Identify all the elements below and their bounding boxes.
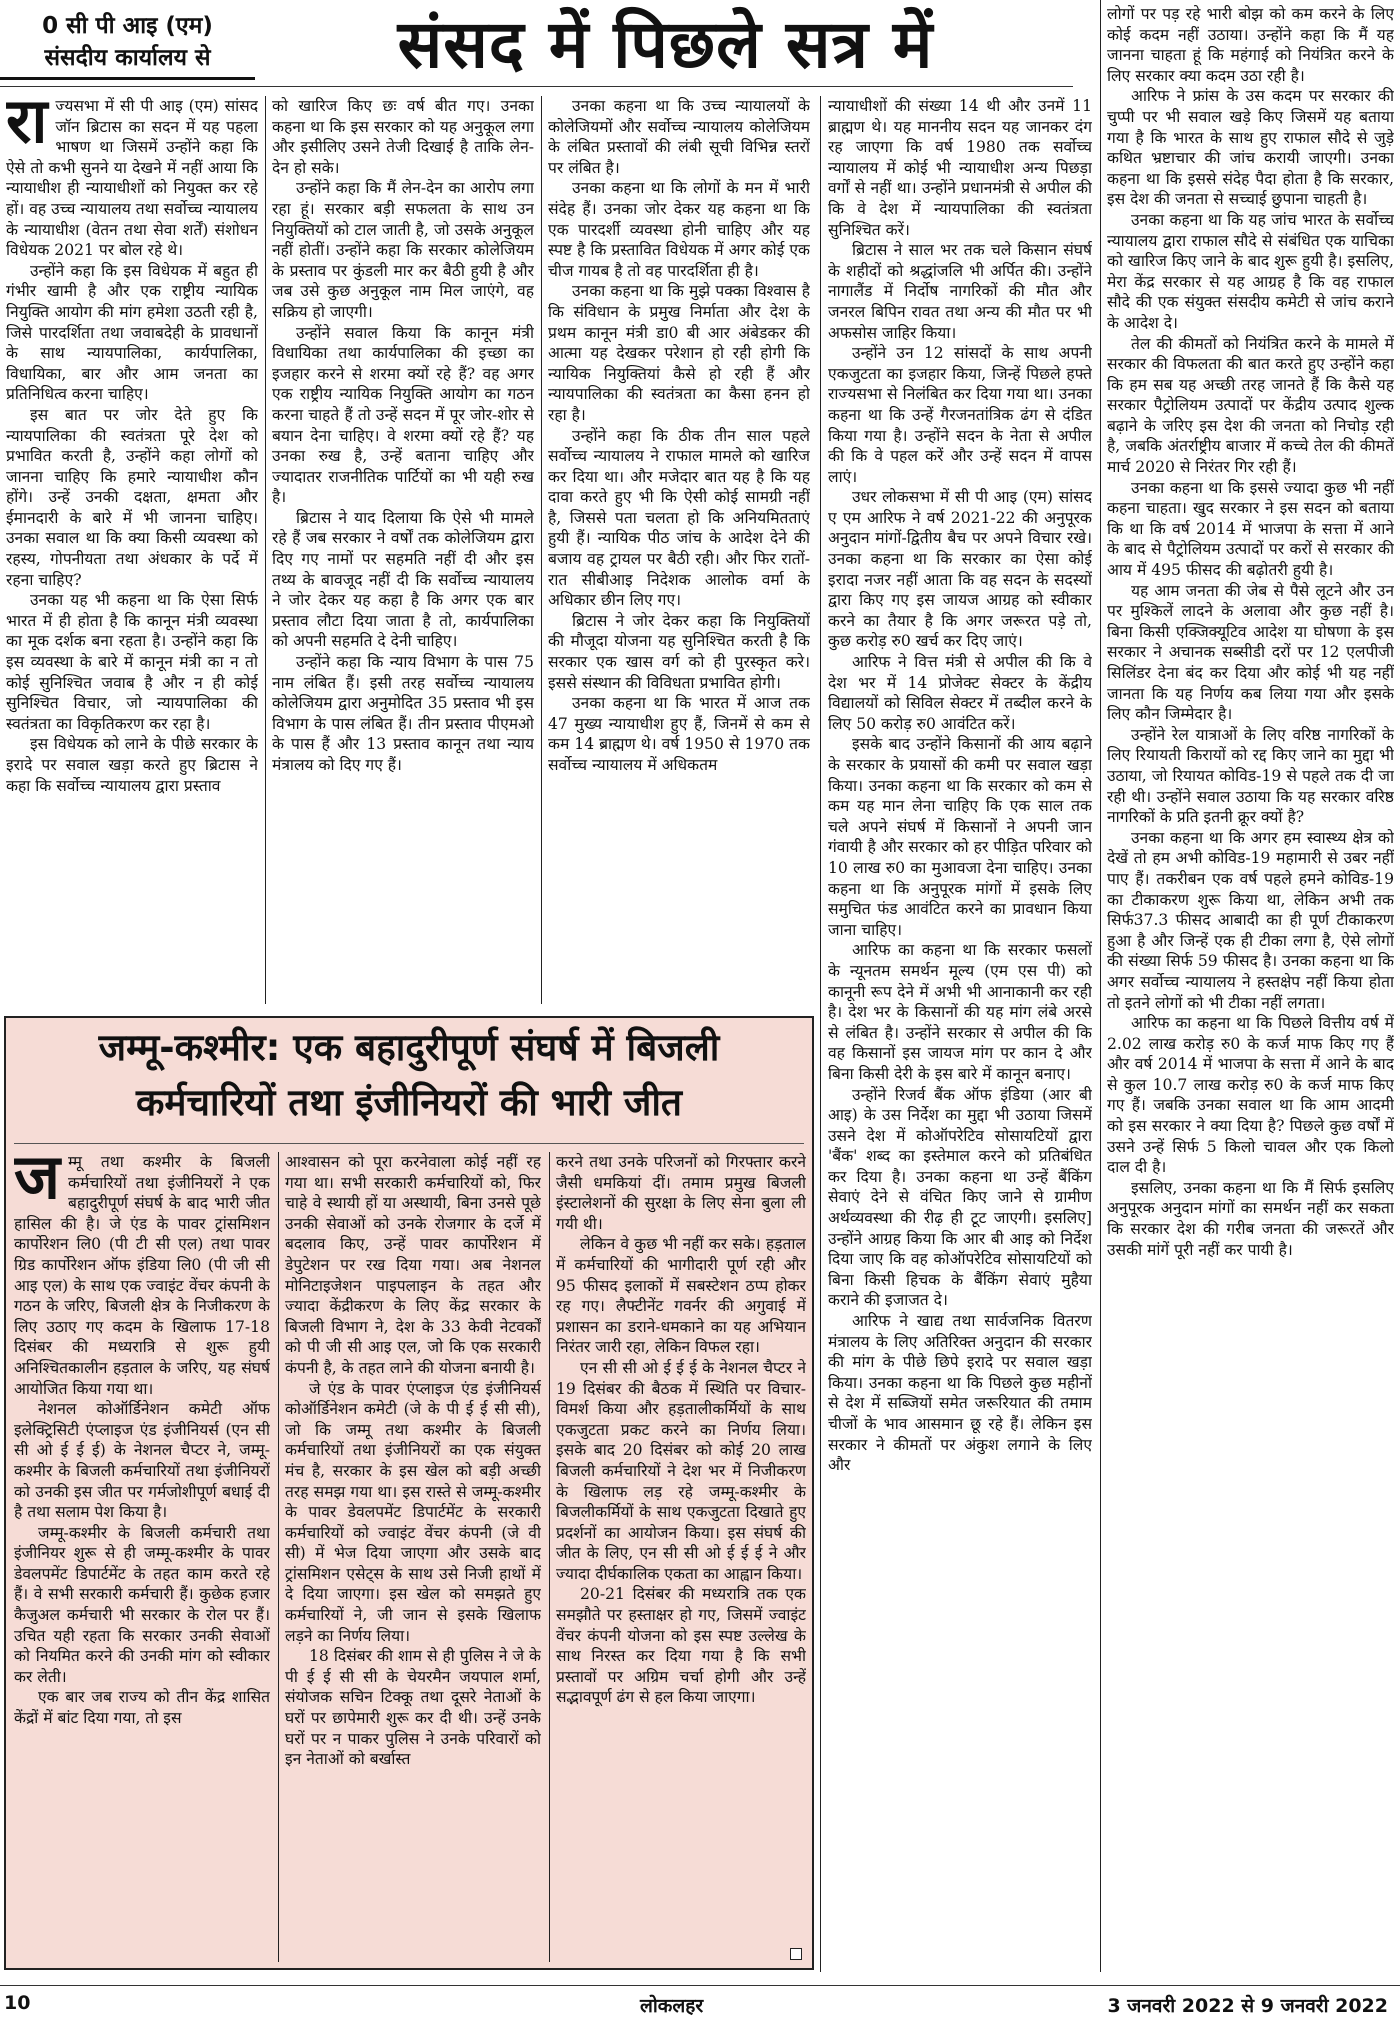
article-paragraph: लोगों पर पड़ रहे भारी बोझ को कम करने के लिए कोई कदम नहीं उठाया। उन्होंने कहा कि मैं यह जानना चाहता हूं कि महंगाई को नियंत्रित करने के लिए सरकार क्या कदम उठा रही है। <box>1107 5 1394 85</box>
dropcap: रा <box>6 96 48 157</box>
article-column-1 <box>6 96 258 1006</box>
article-paragraph: म्मू तथा कश्मीर के बिजली कर्मचारियों तथा इंजीनियरों ने एक बहादुरीपूर्ण संघर्ष के बाद भारी जीत हासिल की है। जे एंड के पावर ट्रांसमिशन कार्पोरेशन लि0 (पी टी सी एल) तथा पावर ग्रिड कार्पोरेशन ऑफ इंडिया लि0 (पी जी सी आइ एल) के साथ एक ज्वाइंट वेंचर कंपनी के गठन के जरिए, बिजली क्षेत्र के निजीकरण के लिए उठाए गए कदम के खिलाफ 17-18 दिसंबर की मध्यरात्रि से शुरू हुयी अनिश्चितकालीन हड़ताल के जरिए, यह संघर्ष आयोजित किया गया था। <box>14 1153 270 1398</box>
article-paragraph: उन्होंने रिजर्व बैंक ऑफ इंडिया (आर बी आइ) के उस निर्देश का मुद्दा भी उठाया जिसमें उसने देश में कोऑपरेटिव सोसायटियों द्वारा 'बैंक' शब्द का इस्तेमाल करने को प्रतिबंधित कर दिया है। उनका कहना था उन्हें बैंकिंग सेवाएं देने से वंचित किए जाने से ग्रामीण अर्थव्यवस्था की रीढ़ ही टूट जाएगी। इसलिए] उन्होंने आग्रह किया कि आर बी आइ को निर्देश दिया जाए कि वह कोऑपरेटिव सोसायटियों को बिना किसी हिचक के बैंकिंग सेवाएं मुहैया कराने की इजाजत दे। <box>828 1085 1092 1310</box>
boxed-story-headline <box>14 1020 804 1130</box>
byline-office: संसदीय कार्यालय से <box>44 45 211 71</box>
page-footer <box>0 1985 1400 2019</box>
boxed-column-3 <box>556 1152 806 1964</box>
article-paragraph: को खारिज किए छः वर्ष बीत गए। उनका कहना था कि इस सरकार को यह अनुकूल लगा और इसीलिए उसने तेजी दिखाई है ताकि लेन-देन हो सके। <box>272 97 534 177</box>
column-divider <box>1100 0 1101 1972</box>
article-paragraph: उनका कहना था कि यह जांच भारत के सर्वोच्च न्यायालय द्वारा राफाल सौदे से संबंधित एक याचिका को खारिज किए जाने के बाद शुरू हुयी है। इसलिए, मेरा केंद्र सरकार से यह आग्रह है कि वह राफाल सौदे की एक संयुक्त संसदीय कमेटी से जांच कराने के आदेश दे। <box>1107 210 1394 332</box>
article-paragraph: इसके बाद उन्होंने किसानों की आय बढ़ाने के सरकार के प्रयासों की कमी पर सवाल खड़ा किया। उनका कहना था कि सरकार को कम से कम यह मान लेना चाहिए कि एक साल तक चले अपने संघर्ष में किसानों ने अपनी जान गंवायी है और सरकार को हर पीड़ित परिवार को 10 लाख रु0 का मुआवजा देना चाहिए। उनका कहना था कि अनुपूरक मांगों में इसके लिए समुचित फंड आवंटित करने का प्रावधान किया जाना चाहिए। <box>828 735 1092 939</box>
column-divider <box>541 96 542 1004</box>
article-paragraph: आरिफ का कहना था कि सरकार फसलों के न्यूनतम समर्थन मूल्य (एम एस पी) को कानूनी रूप देने में अभी भी आनाकानी कर रही है। देश भर के किसानों की यह मांग लंबे अरसे से लंबित है। उन्होंने सरकार से अपील की कि वह किसानों इस जायज मांग पर कान दे और बिना किसी देरी के इस बारे में कानून बनाए। <box>828 941 1092 1083</box>
article-paragraph: आरिफ ने खाद्य तथा सार्वजनिक वितरण मंत्रालय के लिए अतिरिक्त अनुदान की सरकार की मांग के पीछे छिपे इरादे पर सवाल खड़ा किया। उनका कहना था कि पिछले कुछ महीनों से देश में सब्जियों समेत जरूरियात की तमाम चीजों के भाव आसमान छू रहे हैं। लेकिन इस सरकार ने कीमतों पर अंकुश लगाने के लिए और <box>828 1312 1092 1475</box>
article-paragraph: उनका कहना था कि उच्च न्यायालयों के कोलेजियमों और सर्वोच्च न्यायालय कोलेजियम के लंबित प्रस्तावों की लंबी सूची विभिन्न स्तरों पर लंबित है। <box>548 97 810 177</box>
article-paragraph: ब्रिटास ने याद दिलाया कि ऐसे भी मामले रहे हैं जब सरकार ने वर्षों तक कोलेजियम द्वारा दिए गए नामों पर सहमति नहीं दी और इस तथ्य के बावजूद नहीं दी कि सर्वोच्च न्यायालय ने जोर देकर यह कहा है कि अगर एक बार प्रस्ताव लौटा दिया जाता है तो, कार्यपालिका को अपनी सहमति दे देनी चाहिए। <box>272 508 534 651</box>
article-paragraph: ज्यसभा में सी पी आइ (एम) सांसद जॉन ब्रिटास का सदन में यह पहला भाषण था जिसमें उन्होंने कहा कि ऐसे तो कभी सुनने या देखने में नहीं आया कि न्यायाधीश ही न्यायाधीशों को नियुक्त कर रहे हों। वह उच्च न्यायालय तथा सर्वोच्च न्यायालय के न्यायाधीश (वेतन तथा सेवा शर्तें) संशोधन विधेयक 2021 पर बोल रहे थे। <box>6 97 258 260</box>
article-paragraph: उनका कहना था कि इससे ज्यादा कुछ भी नहीं कहना चाहता। खुद सरकार ने इस सदन को बताया कि था कि वर्ष 2014 में भाजपा के सत्ता में आने के बाद से पैट्रोलियम उत्पादों पर करों से सरकार की आय में 495 फीसद की बढ़ोतरी हुयी है। <box>1107 478 1394 580</box>
column-divider <box>549 1152 550 1962</box>
article-paragraph: आरिफ ने वित्त मंत्री से अपील की कि वे देश भर में 14 प्रोजेक्ट सेक्टर के केंद्रीय विद्यालयों को सिविल सेक्टर में तब्दील करने के लिए 50 करोड़ रु0 आवंटित करें। <box>828 653 1092 733</box>
article-paragraph: उनका कहना था कि भारत में आज तक 47 मुख्य न्यायाधीश हुए हैं, जिनमें से कम से कम 14 ब्राह्मण थे। वर्ष 1950 से 1970 तक सर्वोच्च न्यायालय में अधिकतम <box>548 694 810 774</box>
article-paragraph: आरिफ ने फ्रांस के उस कदम पर सरकार की चुप्पी पर भी सवाल खड़े किए जिसमें यह बताया गया है कि भारत के साथ हुए राफाल सौदे से जुड़े कथित भ्रष्टाचार की जांच करायी जाएगी। उनका कहना था कि इससे संदेह पैदा होता है कि सरकार, इस देश की जनता से सच्चाई छुपाना चाहती है। <box>1107 87 1394 209</box>
article-paragraph: लेकिन वे कुछ भी नहीं कर सके। हड़ताल में कर्मचारियों की भागीदारी पूर्ण रही और 95 फीसद इलाकों में सबस्टेशन ठप्प होकर रह गए। लैफ्टीनेंट गवर्नर की अगुवाई में प्रशासन का डराने-धमकाने का यह अभियान निरंतर जारी रहा, लेकिन विफल रहा। <box>556 1235 806 1357</box>
article-paragraph: उन्होंने कहा कि इस विधेयक में बहुत ही गंभीर खामी है और एक राष्ट्रीय न्यायिक नियुक्ति आयोग की मांग हमेशा उठती रही है, जिसे पारदर्शिता तथा जवाबदेही के प्रावधानों के साथ न्यायपालिका, कार्यपालिका, विधायिका, बार और आम जनता का प्रतिनिधित्व करना चाहिए। <box>6 261 258 404</box>
article-paragraph: उन्होंने कहा कि मैं लेन-देन का आरोप लगा रहा हूं। सरकार बड़ी सफलता के साथ उन नियुक्तियों को टाल जाती है, जो उसके अनुकूल नहीं होतीं। उन्होंने कहा कि सरकार कोलेजियम के प्रस्ताव पर कुंडली मार कर बैठी हुयी है और जब उसे कुछ अनुकूल नाम मिल जाएंगे, वह सक्रिय हो जाएगी। <box>272 179 534 321</box>
article-paragraph: उनका कहना था कि अगर हम स्वास्थ्य क्षेत्र को देखें तो हम अभी कोविड-19 महामारी से उबर नहीं पाए हैं। तकरीबन एक वर्ष पहले हमने कोविड-19 का टीकाकरण शुरू किया था, लेकिन अभी तक सिर्फ37.3 फीसद आबादी का ही पूर्ण टीकाकरण हुआ है और जिन्हें एक ही टीका लगा है, ऐसे लोगों की संख्या सिर्फ 59 फीसद है। उनका कहना था कि अगर सर्वोच्च न्यायालय ने हस्तक्षेप नहीं किया होता तो इतने लोगों को भी टीका नहीं लगता। <box>1107 828 1394 1012</box>
boxed-column-2 <box>285 1152 541 1964</box>
page-number: 10 <box>4 1992 31 2014</box>
main-headline-text: संसद में पिछले सत्र में <box>397 6 934 83</box>
boxed-headline-line-1: जम्मू-कश्मीर: एक बहादुरीपूर्ण संघर्ष में बिजली <box>98 1026 720 1069</box>
article-paragraph: ब्रिटास ने जोर देकर कहा कि नियुक्तियों की मौजूदा योजना यह सुनिश्चित करती है कि सरकार एक खास वर्ग को ही पुरस्कृत करे। इससे संस्थान की विविधता प्रभावित होगी। <box>548 611 810 692</box>
article-paragraph: उन्होंने सवाल किया कि कानून मंत्री विधायिका तथा कार्यपालिका की इच्छा का इजहार करने से शरमा क्यों रहे हैं? वह अगर एक राष्ट्रीय न्यायिक नियुक्ति आयोग का गठन करना चाहते हैं तो उन्हें सदन में पूर जोर-शोर से बयान देना चाहिए। वे शरमा क्यों रहे हैं? यह उनका रुख है, उन्हें बताना चाहिए और ज्यादातर राजनीतिक पार्टियों का भी यही रुख है। <box>272 323 534 507</box>
article-paragraph: नेशनल कोऑर्डिनेशन कमेटी ऑफ इलेक्ट्रिसिटी एंप्लाइज एंड इंजीनियर्स (एन सी सी ओ ई ई ई) के नेशनल चैप्टर ने, जम्मू-कश्मीर के बिजली कर्मचारियों तथा इंजीनियरों को उनकी इस जीत पर गर्मजोशीपूर्ण बधाई दी है तथा सलाम पेश किया है। <box>14 1400 270 1522</box>
column-divider <box>820 96 821 1972</box>
article-paragraph: यह आम जनता की जेब से पैसे लूटने और उन पर मुश्किलें लादने के अलावा और कुछ नहीं है। बिना किसी एक्जिक्यूटिव आदेश या घोषणा के इस सरकार ने अचानक सब्सीडी दरों पर 12 एलपीजी सिलिंडर देना बंद कर दिया और कोई भी यह नहीं जानता कि यह निर्णय कब लिया गया और इसके लिए कौन जिम्मेदार है। <box>1107 581 1394 724</box>
article-paragraph: जे एंड के पावर एंप्लाइज एंड इंजीनियर्स कोऑर्डिनेशन कमेटी (जे के पी ई ई सी सी), जो कि जम्मू तथा कश्मीर के बिजली कर्मचारियों तथा इंजीनियरों का एक संयुक्त मंच है, सरकार के इस खेल को बड़ी अच्छी तरह समझ गया था। इस रास्ते से जम्मू-कश्मीर के पावर डेवलपमेंट डिपार्टमेंट के सरकारी कर्मचारियों को ज्वाइंट वेंचर कंपनी (जे वी सी) में भेज दिया जाएगा और उसके बाद ट्रांसमिशन एसेट्स के साथ उसे निजी हाथों में दे दिया जाएगा। इस खेल को समझते हुए कर्मचारियों ने, जी जान से इसके खिलाफ लड़ने का निर्णय लिया। <box>285 1379 541 1645</box>
article-paragraph: आश्वासन को पूरा करनेवाला कोई नहीं रह गया था। सभी सरकारी कर्मचारियों को, फिर चाहे वे स्थायी हों या अस्थायी, बिना उनसे पूछे उनकी सेवाओं को उनके रोजगार के दर्जे में बदलाव किए, उन्हें पावर कार्पोरेशन में डेपुटेशन पर रख दिया गया। अब नेशनल मोनिटाइजेशन पाइपलाइन के तहत और ज्यादा केंद्रीकरण के लिए केंद्र सरकार के बिजली विभाग ने, देश के 33 केवी नेटवर्कों को पी जी सी आइ एल, जो कि एक सरकारी कंपनी है, के तहत लाने की योजना बनायी है। <box>285 1153 541 1377</box>
article-paragraph: 18 दिसंबर की शाम से ही पुलिस ने जे के पी ई ई सी सी के चेयरमैन जयपाल शर्मा, संयोजक सचिन टिक्कू तथा दूसरे नेताओं के घरों पर छापेमारी शुरू कर दी थी। उन्हें उनके घरों पर न पाकर पुलिस ने उनके परिवारों को इन नेताओं को बर्खास्त <box>285 1647 541 1769</box>
article-paragraph: उनका कहना था कि मुझे पक्का विश्वास है कि संविधान के प्रमुख निर्माता और देश के प्रथम कानून मंत्री डा0 बी आर अंबेडकर की आत्मा यह देखकर परेशान हो रही होगी कि न्यायिक नियुक्तियां कैसे हो रही हैं और न्यायपालिका की स्वतंत्रता का कैसा हनन हो रहा है। <box>548 282 810 424</box>
article-paragraph: 20-21 दिसंबर की मध्यरात्रि तक एक समझौते पर हस्ताक्षर हो गए, जिसमें ज्वाइंट वेंचर कंपनी योजना को इस स्पष्ट उल्लेख के साथ निरस्त कर दिया गया है कि सभी प्रस्तावों पर अग्रिम चर्चा होगी और उन्हें सद्भावपूर्ण ढंग से हल किया जाएगा। <box>556 1585 806 1707</box>
article-column-5 <box>1107 4 1394 1974</box>
article-column-4 <box>828 96 1092 1974</box>
boxed-dropcap: ज <box>14 1152 61 1213</box>
article-paragraph: ब्रिटास ने साल भर तक चले किसान संघर्ष के शहीदों को श्रद्धांजलि भी अर्पित की। उन्होंने नागालैंड में निर्दोष नागरिकों की मौत और जनरल बिपिन रावत तथा अन्य की मौत पर भी अफसोस जाहिर किया। <box>828 241 1092 342</box>
article-paragraph: न्यायाधीशों की संख्या 14 थी और उनमें 11 ब्राह्मण थे। यह माननीय सदन यह जानकर दंग रह जाएगा कि वर्ष 1980 तक सर्वोच्च न्यायालय में कोई भी न्यायाधीश अन्य पिछड़ा वर्गों से नहीं था। उन्होंने प्रधानमंत्री से अपील की कि वे देश में न्यायपालिका की स्वतंत्रता सुनिश्चित करें। <box>828 97 1092 239</box>
publication-name: लोकलहर <box>640 1995 704 2017</box>
byline-party: 0 सी पी आइ (एम) <box>42 13 213 39</box>
article-paragraph: उन्होंने कहा कि ठीक तीन साल पहले सर्वोच्च न्यायालय ने राफाल मामले को खारिज कर दिया था। और मजेदार बात यह है कि यह दावा करते हुए भी कि ऐसी कोई सामग्री नहीं है, जिससे पता चलता हो कि अनियमितताएं हुयी हैं। न्यायिक पीठ जांच के आदेश देने की बजाय वह ट्रायल पर बैठी रही। और फिर रातों-रात सीबीआइ निदेशक आलोक वर्मा के अधिकार छीन लिए गए। <box>548 426 810 610</box>
boxed-headline-line-2: कर्मचारियों तथा इंजीनियरों की भारी जीत <box>135 1081 683 1124</box>
article-paragraph: उधर लोकसभा में सी पी आइ (एम) सांसद ए एम आरिफ ने वर्ष 2021-22 की अनुपूरक अनुदान मांगों-द्वितीय बैच पर अपने विचार रखे। उनका कहना था कि सरकार का ऐसा कोई इरादा नजर नहीं आता कि वह सदन के सदस्यों द्वारा किए गए इस जायज आग्रह को स्वीकार करने का तैयार है कि अगर जरूरत पड़े तो, कुछ करोड़ रु0 खर्च कर दिए जाएं। <box>828 488 1092 651</box>
article-column-2 <box>272 96 534 1006</box>
article-paragraph: करने तथा उनके परिजनों को गिरफ्तार करने जैसी धमकियां दीं। तमाम प्रमुख बिजली इंस्टालेशनों की सुरक्षा के लिए सेना बुला ली गयी थी। <box>556 1153 806 1233</box>
byline-box <box>0 0 255 80</box>
article-paragraph: तेल की कीमतों को नियंत्रित करने के मामले में सरकार की विफलता की बात करते हुए उन्होंने कहा कि हम सब यह अच्छी तरह जानते हैं कि कैसे यह सरकार पैट्रोलियम उत्पादों पर केंद्रीय उत्पाद शुल्क बढ़ाने के जरिए इस देश की जनता को निचोड़ रही है, जबकि अंतर्राष्ट्रीय बाजार में कच्चे तेल की कीमतें मार्च 2020 से निरंतर गिर रही हैं। <box>1107 334 1394 477</box>
article-paragraph: इस बात पर जोर देते हुए कि न्यायपालिका की स्वतंत्रता पूरे देश को प्रभावित करती है, उन्होंने कहा लोगों को जानना चाहिए कि हमारे न्यायाधीश कौन होंगे। उन्हें उनकी दक्षता, क्षमता और ईमानदारी के बारे में भी जानना चाहिए। उनका सवाल था कि क्या किसी व्यवस्था को रहस्य, गोपनीयता तथा अंधकार के पर्दे में रहना चाहिए? <box>6 405 258 589</box>
article-paragraph: उनका कहना था कि लोगों के मन में भारी संदेह हैं। उनका जोर देकर यह कहना था कि एक पारदर्शी व्यवस्था होनी चाहिए और यह स्पष्ट है कि प्रस्तावित विधेयक में अगर कोई एक चीज गायब है तो वह पारदर्शिता ही है। <box>548 179 810 280</box>
article-paragraph: उन्होंने रेल यात्राओं के लिए वरिष्ठ नागरिकों के लिए रियायती किरायों को रद्द किए जाने का मुद्दा भी उठाया, जो रियायत कोविड-19 से पहले तक दी जा रही थी। उन्होंने सवाल उठाया कि यह सरकार वरिष्ठ नागरिकों के प्रति इतनी क्रूर क्यों है? <box>1107 725 1394 827</box>
article-column-3 <box>548 96 810 1006</box>
boxed-story-divider <box>14 1143 804 1144</box>
article-paragraph: एन सी सी ओ ई ई ई के नेशनल चैप्टर ने 19 दिसंबर की बैठक में स्थिति पर विचार-विमर्श किया और हड़तालीकर्मियों के साथ एकजुटता प्रकट करने का निर्णय लिया। इसके बाद 20 दिसंबर को कोई 20 लाख बिजली कर्मचारियों ने देश भर में निजीकरण के खिलाफ लड़ रहे जम्मू-कश्मीर के बिजलीकर्मियों के साथ एकजुटता दिखाते हुए प्रदर्शनों का आयोजन किया। इस संघर्ष की जीत के लिए, एन सी सी ओ ई ई ई ने और ज्यादा दीर्घकालिक एकता का आह्वान किया। <box>556 1358 806 1583</box>
article-paragraph: उनका यह भी कहना था कि ऐसा सिर्फ भारत में ही होता है कि कानून मंत्री व्यवस्था का मूक दर्शक बना रहता है। उन्होंने कहा कि इस व्यवस्था के बारे में कानून मंत्री का न तो कोई सुनिश्चित जवाब है और न ही कोई सुनिश्चित विचार, जो न्यायपालिका की स्वतंत्रता का विकृतिकरण कर रहा है। <box>6 591 258 733</box>
article-paragraph: एक बार जब राज्य को तीन केंद्र शासित केंद्रों में बांट दिया गया, तो इस <box>14 1688 270 1728</box>
main-headline <box>268 2 1063 82</box>
article-paragraph: इसलिए, उनका कहना था कि मैं सिर्फ इसलिए अनुपूरक अनुदान मांगों का समर्थन नहीं कर सकता कि सरकार देश की गरीब जनता की जरूरतें और उसकी मांगें पूरी नहीं कर पायी है। <box>1107 1178 1394 1259</box>
column-divider <box>278 1152 279 1962</box>
article-paragraph: इस विधेयक को लाने के पीछे सरकार के इरादे पर सवाल खड़ा करते हुए ब्रिटास ने कहा कि सर्वोच्च न्यायालय द्वारा प्रस्ताव <box>6 735 258 795</box>
column-divider <box>265 96 266 1004</box>
article-paragraph: आरिफ का कहना था कि पिछले वित्तीय वर्ष में 2.02 लाख करोड़ रु0 के कर्ज माफ किए गए हैं और वर्ष 2014 में भाजपा के सत्ता में आने के बाद से कुल 10.7 लाख करोड़ रु0 के कर्ज माफ किए गए हैं। जबकि उनका सवाल था कि आम आदमी को इस सरकार ने क्या दिया है? पिछले कुछ वर्षों में उसने उन्हें सिर्फ 5 किलो चावल और एक किलो दाल दी है। <box>1107 1014 1394 1177</box>
boxed-column-1 <box>14 1152 270 1964</box>
article-paragraph: उन्होंने उन 12 सांसदों के साथ अपनी एकजुटता का इजहार किया, जिन्हें पिछले हफ्ते राज्यसभा से निलंबित कर दिया गया था। उनका कहना था कि उन्हें गैरजनतांत्रिक ढंग से दंडित किया गया है। उन्होंने सदन के नेता से अपील की कि वे पहल करें और उन्हें सदन में वापस लाएं। <box>828 344 1092 486</box>
article-paragraph: उन्होंने कहा कि न्याय विभाग के पास 75 नाम लंबित हैं। इसी तरह सर्वोच्च न्यायालय कोलेजियम द्वारा अनुमोदित 35 प्रस्ताव भी इस विभाग के पास लंबित हैं। तीन प्रस्ताव पीएमओ के पास हैं और 13 प्रस्ताव कानून तथा न्याय मंत्रालय को दिए गए हैं। <box>272 653 534 774</box>
headline-underline <box>0 86 1073 87</box>
issue-date: 3 जनवरी 2022 से 9 जनवरी 2022 <box>1107 1995 1388 2017</box>
end-mark-icon <box>790 1948 802 1960</box>
article-paragraph: जम्मू-कश्मीर के बिजली कर्मचारी तथा इंजीनियर शुरू से ही जम्मू-कश्मीर के पावर डेवलपमेंट डिपार्टमेंट के तहत काम करते रहे हैं। वे सभी सरकारी कर्मचारी हैं। कुछेक हजार कैजुअल कर्मचारी भी सरकार के रोल पर हैं। उचित यही रहता कि सरकार उनकी सेवाओं को नियमित करने की उनकी मांग को स्वीकार कर लेती। <box>14 1523 270 1686</box>
